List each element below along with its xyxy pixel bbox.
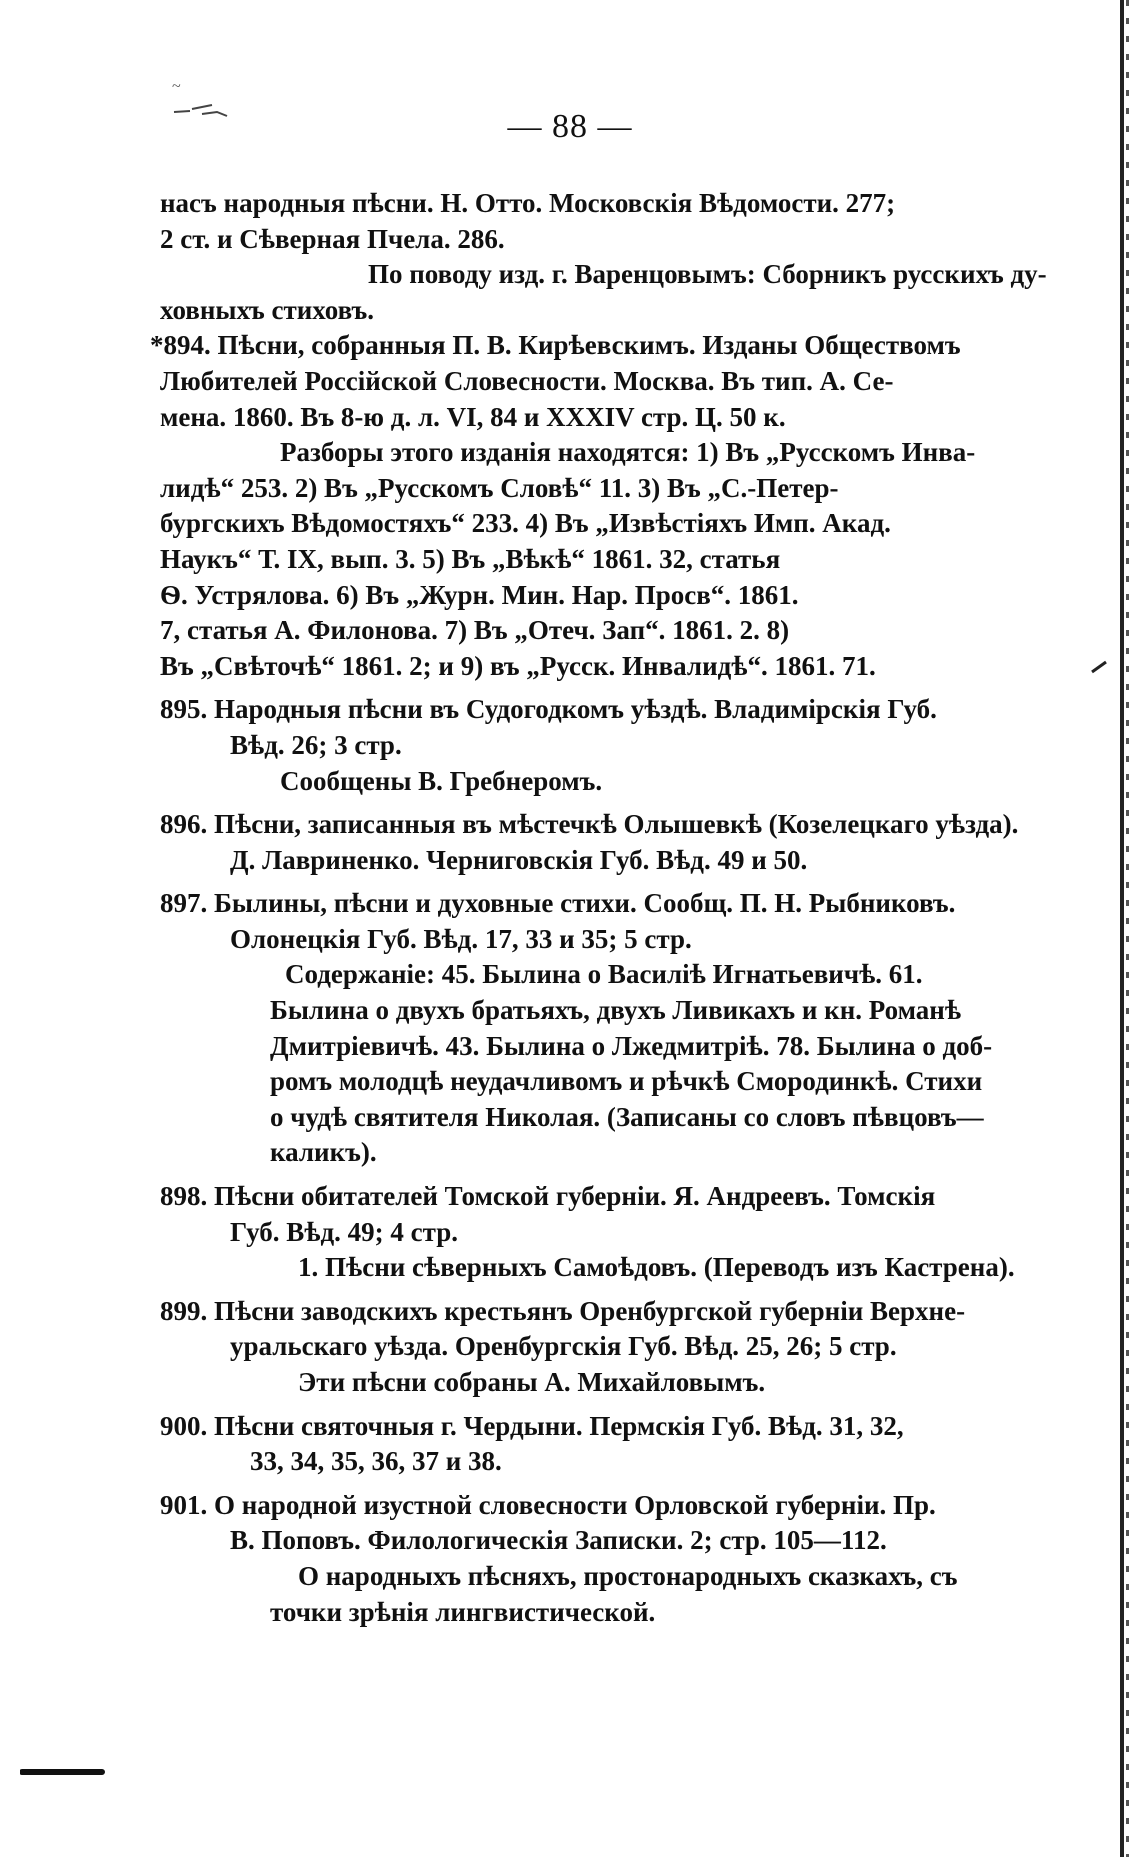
text-line: каликъ).: [270, 1137, 377, 1168]
text-line: бургскихъ Вѣдомостяхъ“ 233. 4) Въ „Извѣстіяхъ Имп. Акад.: [160, 508, 891, 539]
text-line: Содержаніе: 45. Былина о Василіѣ Игнатьевичѣ. 61.: [285, 959, 923, 990]
text-line: ромъ молодцѣ неудачливомъ и рѣчкѣ Смородинкѣ. Стихи: [270, 1066, 983, 1097]
text-line: Ѳ. Устрялова. 6) Въ „Журн. Мин. Нар. Просв“. 1861.: [160, 579, 799, 610]
text-line: Сообщены В. Гребнеромъ.: [280, 765, 603, 796]
page-edge-dashes: [1126, 0, 1129, 1857]
text-line: 7, статья А. Филонова. 7) Въ „Отеч. Зап“. 1861. 2. 8): [160, 615, 790, 646]
page-number: — 88 —: [507, 108, 633, 145]
ink-mark-bottom-left: [20, 1765, 105, 1779]
entry-895-title: 895. Народныя пѣсни въ Судогодкомъ уѣздѣ. Владимірскія Губ.: [160, 694, 937, 725]
text-line: В. Поповъ. Филологическія Записки. 2; стр. 105—112.: [230, 1525, 887, 1556]
entry-900-title: 900. Пѣсни святочныя г. Чердыни. Пермскія Губ. Вѣд. 31, 32,: [160, 1410, 904, 1441]
entry-897-title: 897. Былины, пѣсни и духовные стихи. Сообщ. П. Н. Рыбниковъ.: [160, 888, 956, 919]
text-line: Наукъ“ Т. IX, вып. 3. 5) Въ „Вѣкѣ“ 1861. 32, статья: [160, 543, 781, 574]
text-line: По поводу изд. г. Варенцовымъ: Сборникъ русскихъ ду-: [368, 259, 1047, 290]
text-line: Въ „Свѣточѣ“ 1861. 2; и 9) въ „Русск. Инвалидѣ“. 1861. 71.: [160, 650, 876, 681]
text-line: Разборы этого изданія находятся: 1) Въ „Русскомъ Инва-: [280, 437, 976, 468]
text-line: мена. 1860. Въ 8-ю д. л. VI, 84 и XXXIV стр. Ц. 50 к.: [160, 401, 786, 432]
page-edge-line: [1120, 0, 1124, 1857]
text-line: о чудѣ святителя Николая. (Записаны со словъ пѣвцовъ—: [270, 1101, 984, 1132]
text-line: Эти пѣсни собраны А. Михайловымъ.: [298, 1367, 766, 1397]
entry-899-title: 899. Пѣсни заводскихъ крестьянъ Оренбургской губерніи Верхне-: [160, 1295, 966, 1326]
margin-mark: ~: [172, 78, 181, 95]
entry-898-title: 898. Пѣсни обитателей Томской губерніи. Я. Андреевъ. Томскія: [160, 1181, 936, 1212]
text-line: 2 ст. и Сѣверная Пчела. 286.: [160, 223, 505, 254]
text-line: Д. Лавриненко. Черниговскія Губ. Вѣд. 49 и 50.: [230, 844, 808, 875]
entry-901-title: 901. О народной изустной словесности Орловской губерніи. Пр.: [160, 1489, 936, 1520]
entry-896-title: 896. Пѣсни, записанныя въ мѣстечкѣ Олышевкѣ (Козелецкаго уѣзда).: [160, 809, 1019, 840]
text-line: 1. Пѣсни сѣверныхъ Самоѣдовъ. (Переводъ изъ Кастрена).: [298, 1252, 1015, 1283]
text-line: Любителей Россійской Словесности. Москва. Въ тип. А. Се-: [160, 365, 894, 396]
text-line: Олонецкія Губ. Вѣд. 17, 33 и 35; 5 стр.: [230, 923, 692, 954]
text-line: Вѣд. 26; 3 стр.: [230, 729, 402, 760]
text-line: 33, 34, 35, 36, 37 и 38.: [250, 1446, 502, 1477]
text-line: насъ народныя пѣсни. Н. Отто. Московскія Вѣдомости. 277;: [160, 188, 896, 218]
bibliography-text: [150, 186, 1095, 1630]
text-line: Дмитріевичѣ. 43. Былина о Лжедмитріѣ. 78. Былина о доб-: [270, 1030, 993, 1061]
text-line: О народныхъ пѣсняхъ, простонародныхъ сказкахъ, съ: [298, 1560, 958, 1591]
text-line: точки зрѣнія лингвистической.: [270, 1596, 656, 1627]
text-line: Губ. Вѣд. 49; 4 стр.: [230, 1216, 458, 1247]
entry-894-title: *894. Пѣсни, собранныя П. В. Кирѣевскимъ. Изданы Обществомъ: [150, 330, 961, 361]
text-line: уральскаго уѣзда. Оренбургскія Губ. Вѣд. 25, 26; 5 стр.: [230, 1331, 897, 1362]
text-line: Былина о двухъ братьяхъ, двухъ Ливикахъ и кн. Романѣ: [270, 995, 962, 1026]
text-line: лидѣ“ 253. 2) Въ „Русскомъ Словѣ“ 11. 3) Въ „С.-Петер-: [160, 472, 839, 503]
text-line: ховныхъ стиховъ.: [160, 294, 374, 325]
